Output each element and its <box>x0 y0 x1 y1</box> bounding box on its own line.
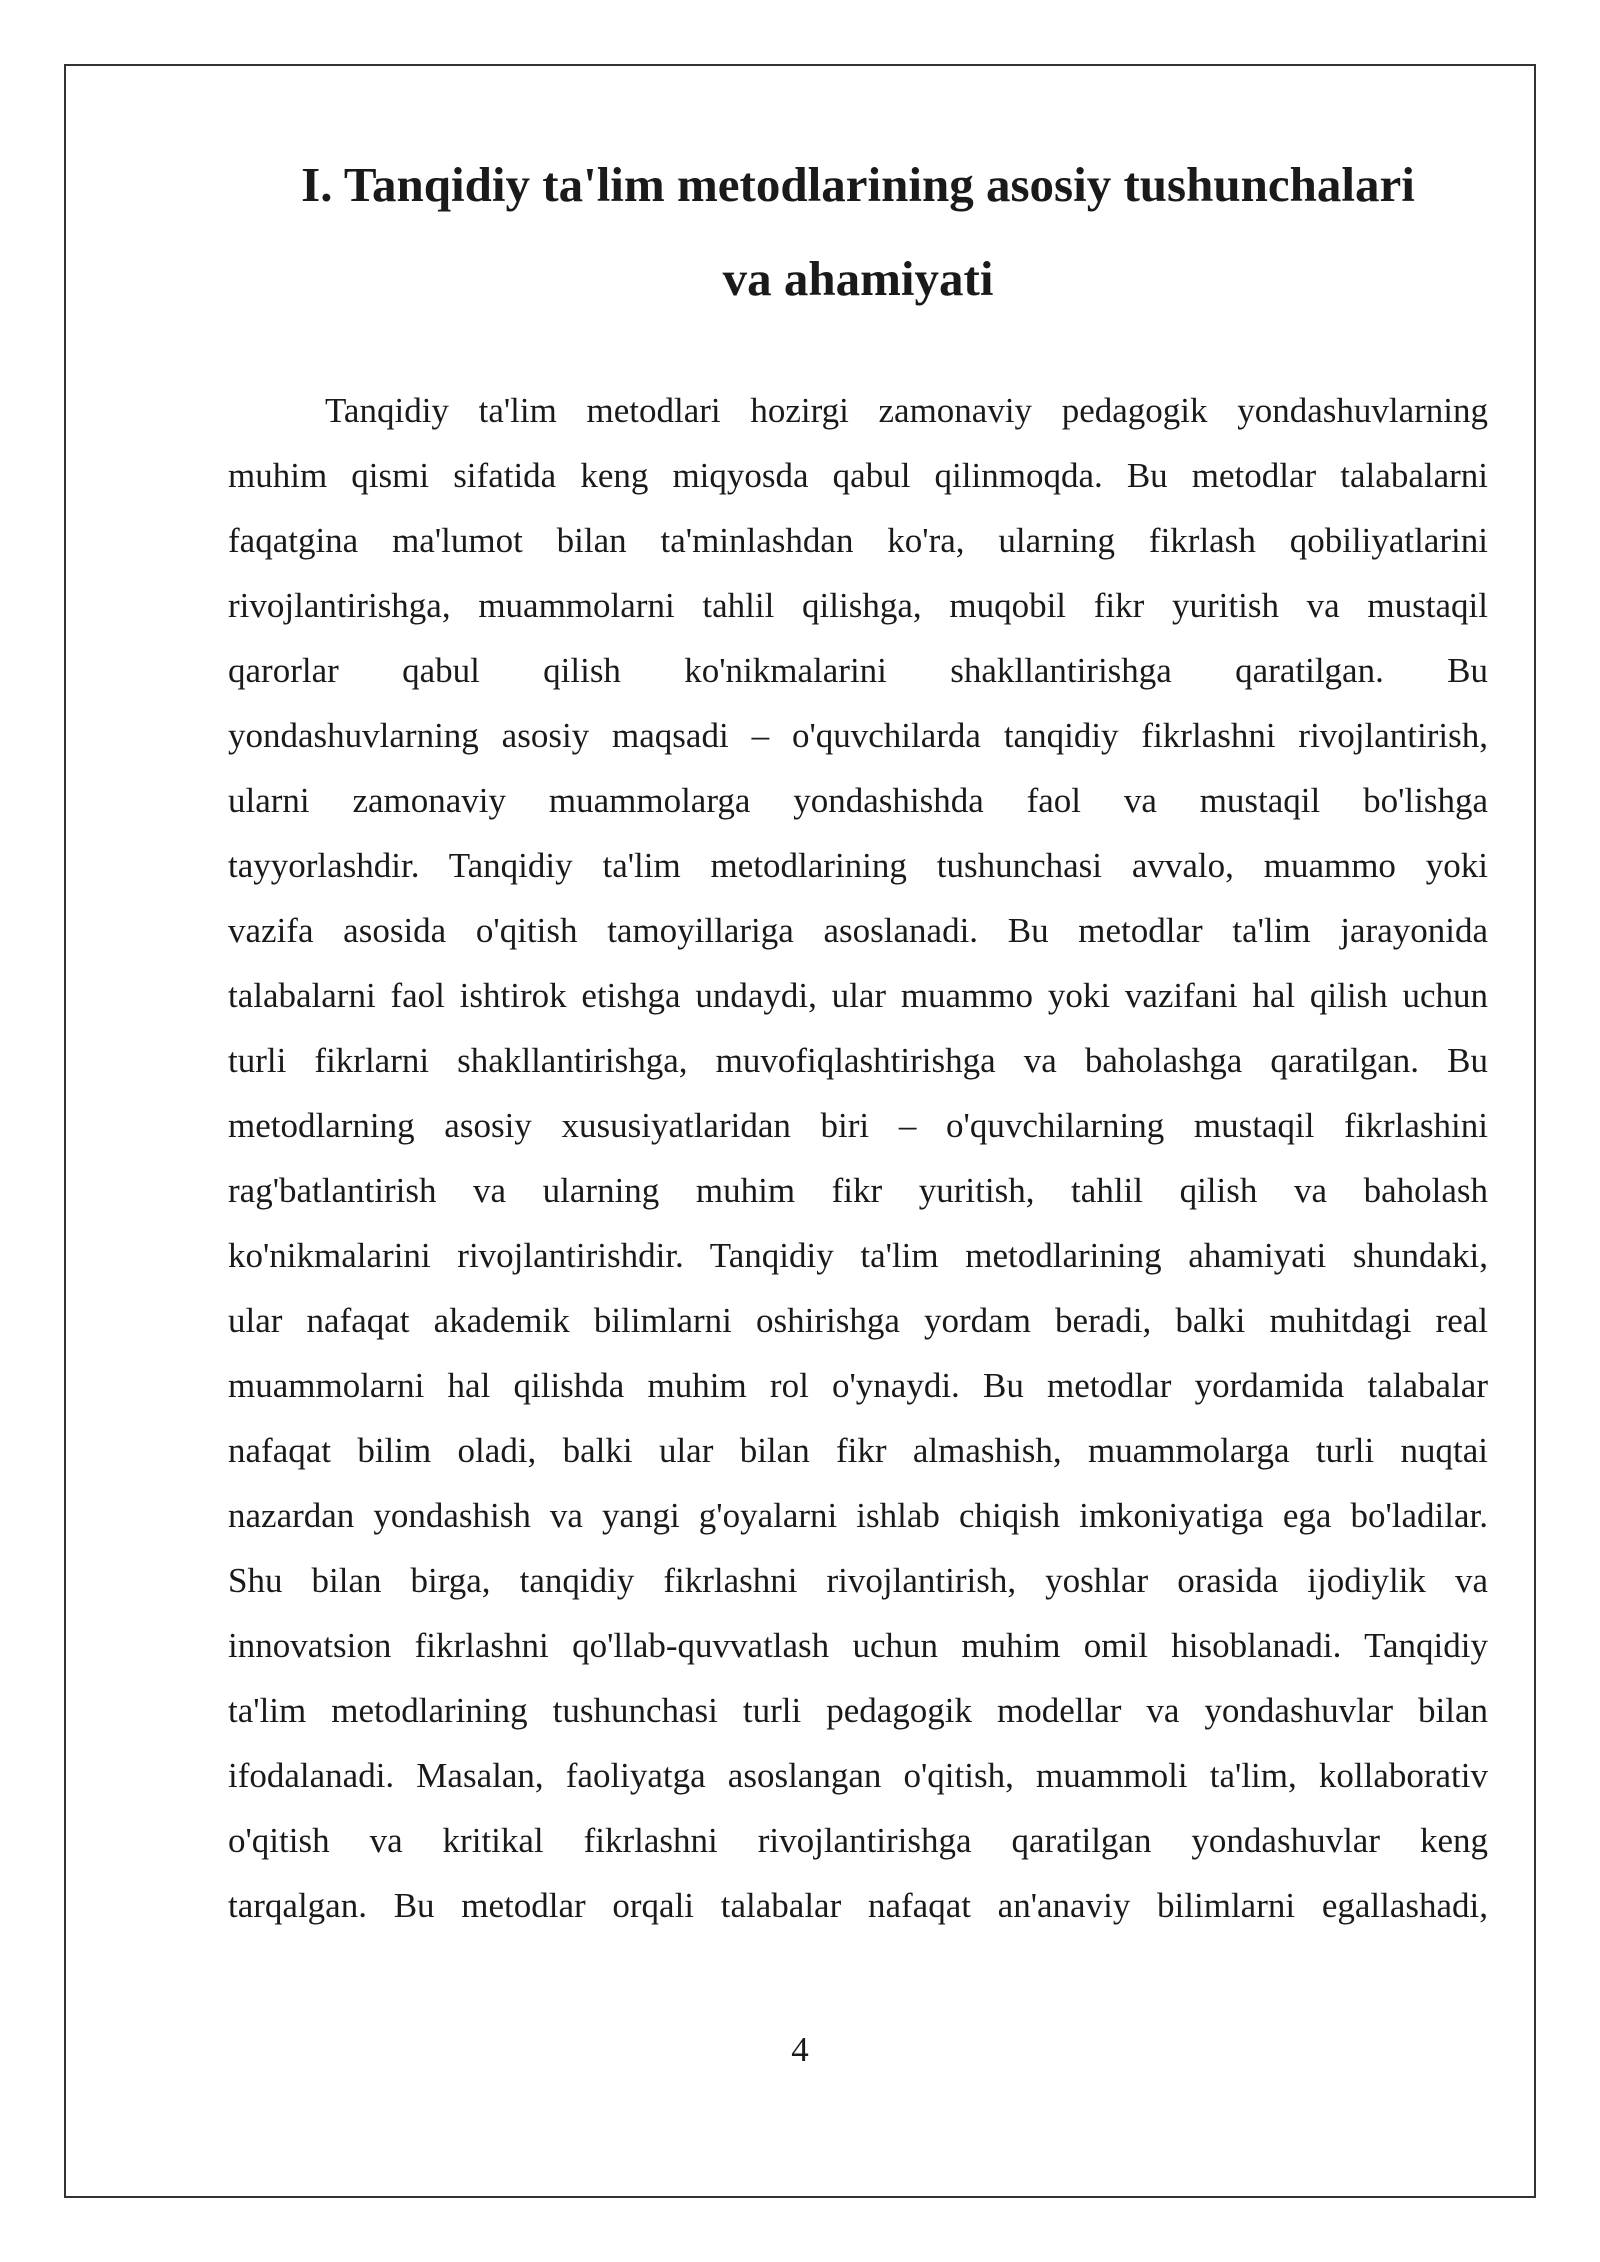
paragraph-line: metodlarning asosiy xususiyatlaridan biri – o'quvchilarning mustaqil fikrlashini <box>228 1106 1488 1145</box>
paragraph-line: innovatsion fikrlashni qo'llab-quvvatlash uchun muhim omil hisoblanadi. Tanqidiy <box>228 1626 1488 1665</box>
paragraph-line: muammolarni hal qilishda muhim rol o'ynaydi. Bu metodlar yordamida talabalar <box>228 1366 1488 1405</box>
paragraph-line: turli fikrlarni shakllantirishga, muvofiqlashtirishga va baholashga qaratilgan. Bu <box>228 1041 1488 1080</box>
paragraph-line: Shu bilan birga, tanqidiy fikrlashni rivojlantirish, yoshlar orasida ijodiylik va <box>228 1561 1488 1600</box>
paragraph-line: rivojlantirishga, muammolarni tahlil qilishga, muqobil fikr yuritish va mustaqil <box>228 586 1488 625</box>
body-paragraph <box>228 378 1488 1938</box>
paragraph-line: muhim qismi sifatida keng miqyosda qabul qilinmoqda. Bu metodlar talabalarni <box>228 456 1488 495</box>
paragraph-line: ularni zamonaviy muammolarga yondashishda faol va mustaqil bo'lishga <box>228 781 1488 820</box>
paragraph-line: nazardan yondashish va yangi g'oyalarni ishlab chiqish imkoniyatiga ega bo'ladilar. <box>228 1496 1488 1535</box>
heading-line-1: I. Tanqidiy ta'lim metodlarining asosiy tushunchalari <box>301 157 1415 212</box>
paragraph-line: qarorlar qabul qilish ko'nikmalarini shakllantirishga qaratilgan. Bu <box>228 651 1488 690</box>
page-number: 4 <box>791 2030 809 2069</box>
paragraph-line: ifodalanadi. Masalan, faoliyatga asoslangan o'qitish, muammoli ta'lim, kollaborativ <box>228 1756 1488 1795</box>
paragraph-line: faqatgina ma'lumot bilan ta'minlashdan ko'ra, ularning fikrlash qobiliyatlarini <box>228 521 1488 560</box>
paragraph-line: nafaqat bilim oladi, balki ular bilan fikr almashish, muammolarga turli nuqtai <box>228 1431 1488 1470</box>
paragraph-line: talabalarni faol ishtirok etishga undaydi, ular muammo yoki vazifani hal qilish uchun <box>228 976 1488 1015</box>
paragraph-line: rag'batlantirish va ularning muhim fikr yuritish, tahlil qilish va baholash <box>228 1171 1488 1210</box>
paragraph-line: vazifa asosida o'qitish tamoyillariga asoslanadi. Bu metodlar ta'lim jarayonida <box>228 911 1488 950</box>
paragraph-line: ta'lim metodlarining tushunchasi turli pedagogik modellar va yondashuvlar bilan <box>228 1691 1488 1730</box>
heading-line-2: va ahamiyati <box>722 251 994 306</box>
paragraph-line: ko'nikmalarini rivojlantirishdir. Tanqidiy ta'lim metodlarining ahamiyati shundaki, <box>228 1236 1488 1275</box>
section-heading <box>228 138 1488 326</box>
paragraph-line: tayyorlashdir. Tanqidiy ta'lim metodlarining tushunchasi avvalo, muammo yoki <box>228 846 1488 885</box>
paragraph-line: tarqalgan. Bu metodlar orqali talabalar nafaqat an'anaviy bilimlarni egallashadi, <box>228 1886 1488 1925</box>
paragraph-line: o'qitish va kritikal fikrlashni rivojlantirishga qaratilgan yondashuvlar keng <box>228 1821 1488 1860</box>
paragraph-line: Tanqidiy ta'lim metodlari hozirgi zamonaviy pedagogik yondashuvlarning <box>325 391 1488 430</box>
paragraph-line: ular nafaqat akademik bilimlarni oshirishga yordam beradi, balki muhitdagi real <box>228 1301 1488 1340</box>
paragraph-line: yondashuvlarning asosiy maqsadi – o'quvchilarda tanqidiy fikrlashni rivojlantirish, <box>228 716 1488 755</box>
